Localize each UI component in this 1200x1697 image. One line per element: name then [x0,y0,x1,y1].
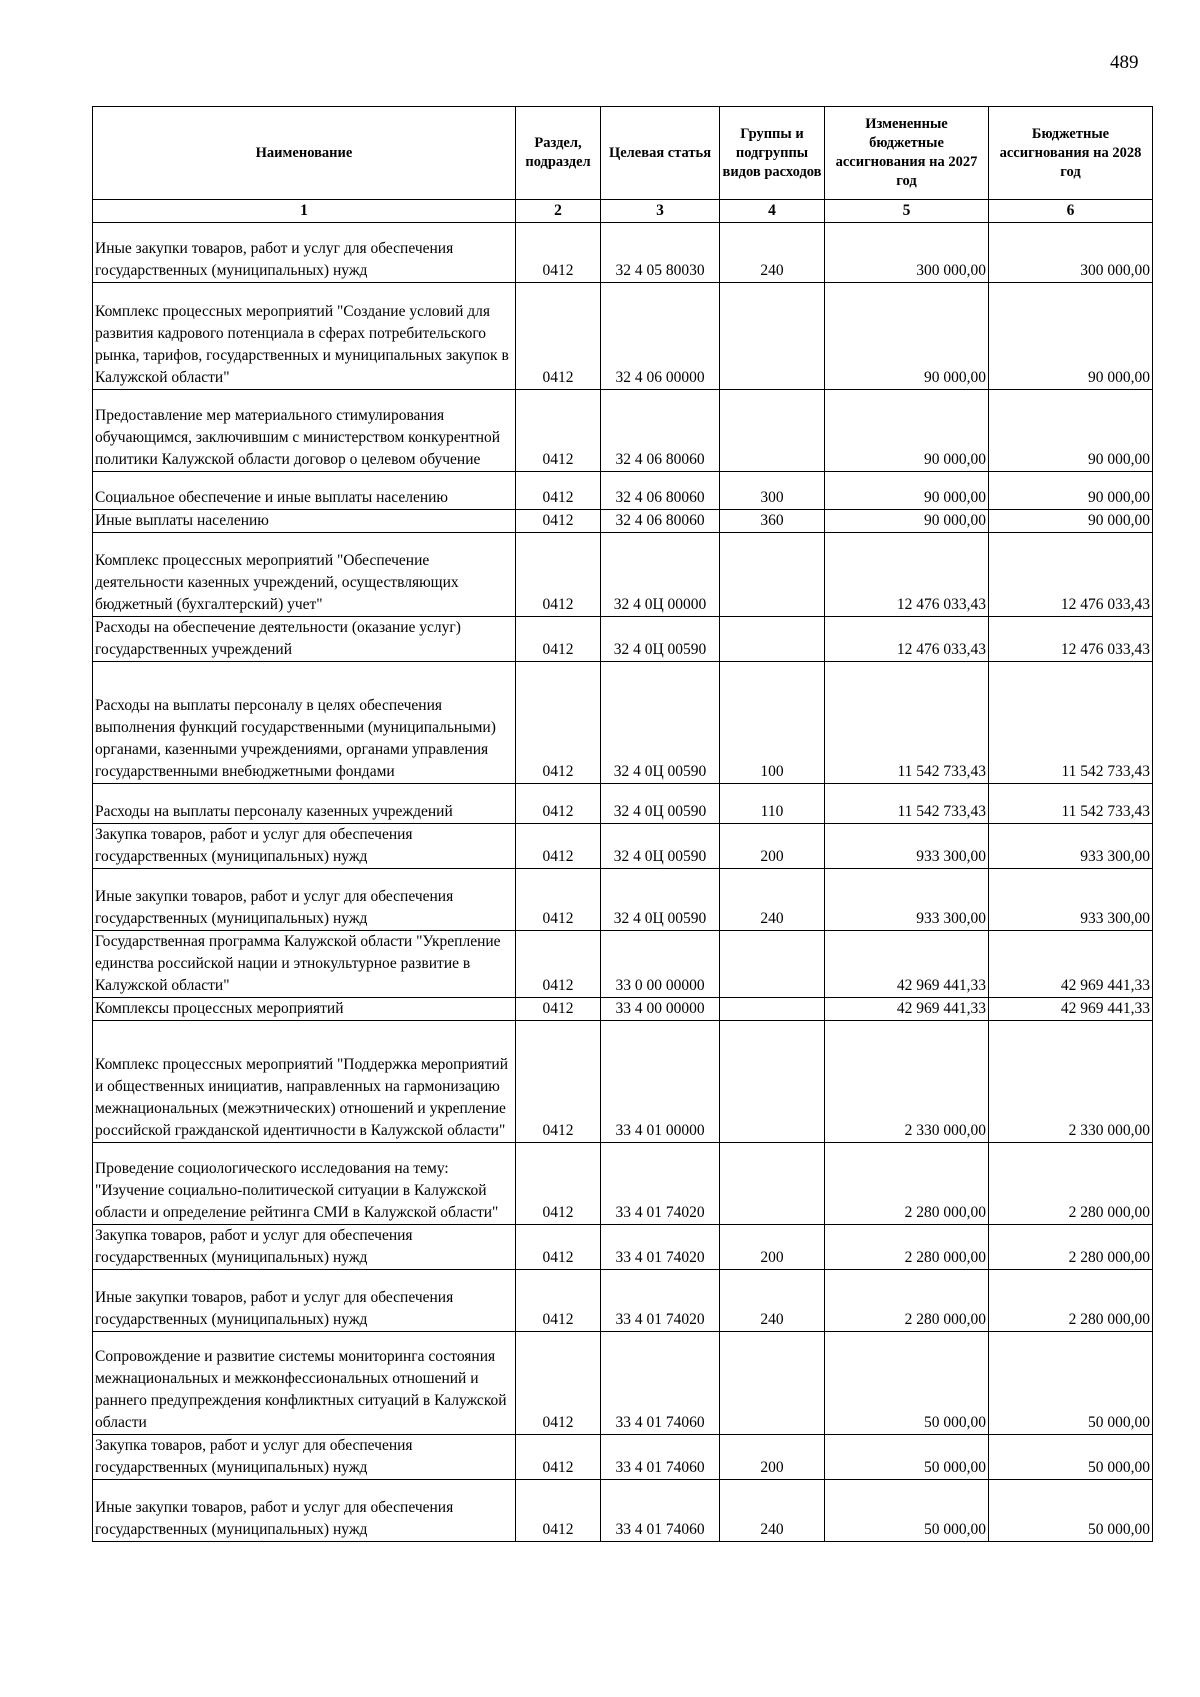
column-number: 2 [516,200,601,223]
cell-2028: 50 000,00 [989,1332,1153,1435]
cell-name: Закупка товаров, работ и услуг для обеспечения государственных (муниципальных) нужд [93,824,516,869]
cell-name: Иные закупки товаров, работ и услуг для обеспечения государственных (муниципальных) нужд [93,869,516,931]
cell-name: Предоставление мер материального стимулирования обучающимся, заключившим с министерством конкурентной политики Калужской области договор о целевом обучение [93,390,516,472]
cell-2028: 933 300,00 [989,824,1153,869]
table-row [93,1021,1153,1143]
table-row [93,617,1153,662]
cell-group: 240 [720,1480,825,1542]
table-row [93,510,1153,533]
cell-group [720,1021,825,1143]
column-number: 4 [720,200,825,223]
cell-name: Иные закупки товаров, работ и услуг для обеспечения государственных (муниципальных) нужд [93,1480,516,1542]
cell-group: 360 [720,510,825,533]
cell-section: 0412 [516,223,601,283]
cell-group [720,390,825,472]
cell-name: Расходы на выплаты персоналу в целях обеспечения выполнения функций государственными (муниципальными) органами, казенными учреждениями, органами управления государственными внебюджетными фондами [93,662,516,784]
cell-article: 33 4 01 74060 [601,1480,720,1542]
table-row [93,1480,1153,1542]
cell-group [720,283,825,390]
cell-section: 0412 [516,533,601,617]
cell-name: Иные закупки товаров, работ и услуг для обеспечения государственных (муниципальных) нужд [93,223,516,283]
cell-article: 33 4 01 74060 [601,1332,720,1435]
cell-name: Проведение социологического исследования на тему: "Изучение социально-политической ситуации в Калужской области и определение рейтинга СМИ в Калужской области" [93,1143,516,1225]
cell-group: 240 [720,223,825,283]
table-row [93,472,1153,510]
cell-article: 32 4 06 80060 [601,390,720,472]
cell-name: Сопровождение и развитие системы мониторинга состояния межнациональных и межконфессиональных отношений и раннего предупреждения конфликтных ситуаций в Калужской области [93,1332,516,1435]
cell-group [720,1143,825,1225]
cell-article: 32 4 0Ц 00590 [601,662,720,784]
cell-article: 33 4 00 00000 [601,998,720,1021]
cell-section: 0412 [516,662,601,784]
cell-article: 33 0 00 00000 [601,931,720,998]
cell-section: 0412 [516,869,601,931]
cell-article: 33 4 01 74020 [601,1225,720,1270]
cell-group [720,1332,825,1435]
cell-article: 33 4 01 74020 [601,1270,720,1332]
cell-2027: 2 280 000,00 [825,1225,989,1270]
cell-2027: 2 280 000,00 [825,1270,989,1332]
cell-2027: 42 969 441,33 [825,998,989,1021]
table-row [93,1225,1153,1270]
cell-name: Расходы на выплаты персоналу казенных учреждений [93,784,516,824]
header-section: Раздел, подраздел [516,107,601,200]
cell-2027: 933 300,00 [825,824,989,869]
cell-section: 0412 [516,1435,601,1480]
cell-name: Иные выплаты населению [93,510,516,533]
column-number-row [93,200,1153,223]
table-row [93,1435,1153,1480]
column-number: 5 [825,200,989,223]
cell-section: 0412 [516,1021,601,1143]
cell-2028: 90 000,00 [989,283,1153,390]
cell-group: 240 [720,869,825,931]
cell-group: 300 [720,472,825,510]
header-name: Наименование [93,107,516,200]
cell-2028: 11 542 733,43 [989,662,1153,784]
cell-name: Расходы на обеспечение деятельности (оказание услуг) государственных учреждений [93,617,516,662]
cell-section: 0412 [516,472,601,510]
cell-name: Комплекс процессных мероприятий "Поддержка мероприятий и общественных инициатив, направленных на гармонизацию межнациональных (межэтнических) отношений и укрепление российской гражданской идентичности в Калужской области" [93,1021,516,1143]
cell-article: 32 4 05 80030 [601,223,720,283]
table-row [93,223,1153,283]
table-row [93,533,1153,617]
cell-2028: 2 330 000,00 [989,1021,1153,1143]
table-row [93,1270,1153,1332]
cell-2027: 2 330 000,00 [825,1021,989,1143]
cell-section: 0412 [516,510,601,533]
table-row [93,1143,1153,1225]
cell-2027: 90 000,00 [825,472,989,510]
table-row [93,869,1153,931]
cell-2027: 933 300,00 [825,869,989,931]
cell-group: 200 [720,824,825,869]
cell-2027: 90 000,00 [825,283,989,390]
cell-section: 0412 [516,617,601,662]
cell-2027: 12 476 033,43 [825,617,989,662]
cell-article: 33 4 01 00000 [601,1021,720,1143]
cell-2027: 11 542 733,43 [825,662,989,784]
cell-2028: 933 300,00 [989,869,1153,931]
table-row [93,824,1153,869]
header-row [93,107,1153,200]
cell-group: 110 [720,784,825,824]
cell-2028: 2 280 000,00 [989,1143,1153,1225]
cell-group [720,998,825,1021]
cell-article: 32 4 0Ц 00590 [601,869,720,931]
cell-2027: 50 000,00 [825,1435,989,1480]
cell-2028: 300 000,00 [989,223,1153,283]
cell-2028: 12 476 033,43 [989,617,1153,662]
table-row [93,390,1153,472]
cell-name: Комплекс процессных мероприятий "Обеспечение деятельности казенных учреждений, осуществляющих бюджетный (бухгалтерский) учет" [93,533,516,617]
table-row [93,1332,1153,1435]
cell-section: 0412 [516,1270,601,1332]
cell-name: Социальное обеспечение и иные выплаты населению [93,472,516,510]
cell-article: 33 4 01 74020 [601,1143,720,1225]
cell-2028: 90 000,00 [989,510,1153,533]
cell-2028: 90 000,00 [989,390,1153,472]
header-2028: Бюджетные ассигнования на 2028 год [989,107,1153,200]
header-article: Целевая статья [601,107,720,200]
cell-2027: 11 542 733,43 [825,784,989,824]
cell-article: 32 4 0Ц 00000 [601,533,720,617]
cell-article: 32 4 0Ц 00590 [601,784,720,824]
cell-name: Иные закупки товаров, работ и услуг для обеспечения государственных (муниципальных) нужд [93,1270,516,1332]
cell-group [720,931,825,998]
cell-group: 100 [720,662,825,784]
cell-2028: 12 476 033,43 [989,533,1153,617]
cell-article: 32 4 06 00000 [601,283,720,390]
cell-group [720,533,825,617]
cell-section: 0412 [516,824,601,869]
cell-group: 240 [720,1270,825,1332]
cell-2027: 300 000,00 [825,223,989,283]
cell-name: Комплекс процессных мероприятий "Создание условий для развития кадрового потенциала в сферах потребительского рынка, тарифов, государственных и муниципальных закупок в Калужской области" [93,283,516,390]
cell-name: Закупка товаров, работ и услуг для обеспечения государственных (муниципальных) нужд [93,1225,516,1270]
table-row [93,283,1153,390]
cell-article: 32 4 06 80060 [601,510,720,533]
header-group: Группы и подгруппы видов расходов [720,107,825,200]
table-row [93,784,1153,824]
header-2027: Измененные бюджетные ассигнования на 2027 год [825,107,989,200]
cell-section: 0412 [516,931,601,998]
cell-article: 32 4 0Ц 00590 [601,824,720,869]
cell-2028: 2 280 000,00 [989,1225,1153,1270]
cell-section: 0412 [516,283,601,390]
column-number: 1 [93,200,516,223]
table-row [93,998,1153,1021]
cell-section: 0412 [516,998,601,1021]
page-number: 489 [1110,52,1139,73]
cell-section: 0412 [516,784,601,824]
cell-article: 32 4 06 80060 [601,472,720,510]
cell-2027: 90 000,00 [825,510,989,533]
cell-2028: 50 000,00 [989,1435,1153,1480]
cell-2027: 50 000,00 [825,1480,989,1542]
cell-group [720,617,825,662]
budget-table [92,106,1153,1542]
cell-2028: 42 969 441,33 [989,931,1153,998]
table-body [93,223,1153,1542]
cell-2027: 42 969 441,33 [825,931,989,998]
cell-article: 32 4 0Ц 00590 [601,617,720,662]
cell-2027: 2 280 000,00 [825,1143,989,1225]
cell-name: Закупка товаров, работ и услуг для обеспечения государственных (муниципальных) нужд [93,1435,516,1480]
cell-2028: 90 000,00 [989,472,1153,510]
cell-section: 0412 [516,1480,601,1542]
table-row [93,931,1153,998]
cell-2027: 90 000,00 [825,390,989,472]
cell-article: 33 4 01 74060 [601,1435,720,1480]
cell-name: Комплексы процессных мероприятий [93,998,516,1021]
table-row [93,662,1153,784]
cell-section: 0412 [516,1143,601,1225]
cell-group: 200 [720,1435,825,1480]
cell-section: 0412 [516,1225,601,1270]
cell-group: 200 [720,1225,825,1270]
cell-2027: 12 476 033,43 [825,533,989,617]
cell-2028: 2 280 000,00 [989,1270,1153,1332]
cell-2028: 42 969 441,33 [989,998,1153,1021]
cell-section: 0412 [516,1332,601,1435]
cell-2028: 11 542 733,43 [989,784,1153,824]
cell-2027: 50 000,00 [825,1332,989,1435]
cell-section: 0412 [516,390,601,472]
column-number: 6 [989,200,1153,223]
column-number: 3 [601,200,720,223]
cell-name: Государственная программа Калужской области "Укрепление единства российской нации и этнокультурное развитие в Калужской области" [93,931,516,998]
cell-2028: 50 000,00 [989,1480,1153,1542]
